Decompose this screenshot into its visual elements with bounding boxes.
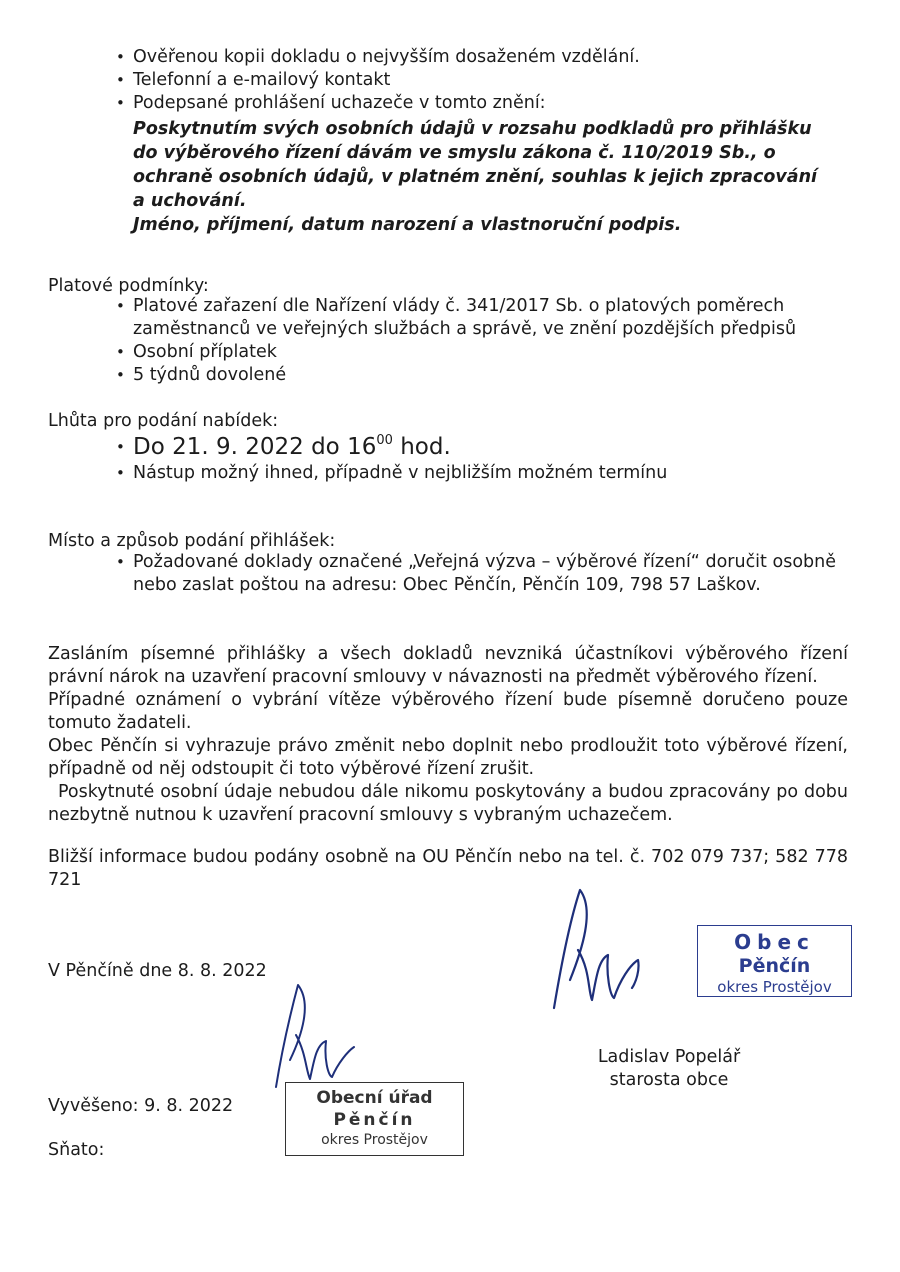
- municipality-stamp: [697, 925, 852, 997]
- stamp-line: Obecní úřad: [316, 1088, 433, 1108]
- declaration-line: Jméno, příjmení, datum narození a vlastnoruční podpis.: [133, 215, 682, 235]
- notice-paragraph: Zasláním písemné přihlášky a všech dokladů nevzniká účastníkovi výběrového řízení právní nárok na uzavření pracovní smlouvy v návaznosti na předmět výběrového řízení.: [48, 644, 848, 687]
- deadline-date: [116, 432, 856, 462]
- posted-date: Vyvěšeno: 9. 8. 2022: [48, 1096, 234, 1116]
- deadline-list: [116, 432, 856, 485]
- place-date: V Pěnčíně dne 8. 8. 2022: [48, 961, 267, 981]
- submission-list: [116, 551, 836, 597]
- declaration-line: a uchování.: [133, 191, 247, 211]
- office-stamp: [285, 1082, 464, 1156]
- declaration-line: Poskytnutím svých osobních údajů v rozsahu podkladů pro přihlášku: [133, 119, 812, 139]
- list-item: • Telefonní a e-mailový kontakt: [116, 69, 640, 92]
- deadline-date-suffix: hod.: [392, 434, 451, 460]
- list-item: • Platové zařazení dle Nařízení vlády č. 341/2017 Sb. o platových poměrech zaměstnanců ve veřejných službách a správě, ve znění pozdějších předpisů: [116, 295, 856, 341]
- office-signature: [262, 975, 372, 1095]
- list-item: • Požadované doklady označené „Veřejná výzva – výběrové řízení“ doručit osobně nebo zaslat poštou na adresu: Obec Pěnčín, Pěnčín 109, 798 57 Laškov.: [116, 551, 836, 597]
- list-item: • Podepsané prohlášení uchazeče v tomto znění:: [116, 92, 640, 115]
- deadline-heading: Lhůta pro podání nabídek:: [48, 411, 279, 431]
- contact-info: Bližší informace budou podány osobně na OU Pěnčín nebo na tel. č. 702 079 737; 582 778 721: [48, 847, 848, 890]
- salary-heading: Platové podmínky:: [48, 276, 209, 296]
- stamp-line: Pěnčín: [333, 1110, 416, 1130]
- mayor-signature: [540, 880, 680, 1020]
- list-item: • Ověřenou kopii dokladu o nejvyšším dosaženém vzdělání.: [116, 46, 640, 69]
- notice-paragraph: Poskytnuté osobní údaje nebudou dále nikomu poskytovány a budou zpracovány po dobu nezbytně nutnou k uzavření pracovní smlouvy s vybraným uchazečem.: [48, 782, 848, 825]
- salary-list: [116, 295, 856, 387]
- list-item: • Nástup možný ihned, případně v nejbližším možném termínu: [116, 462, 856, 485]
- stamp-line: Pěnčín: [738, 955, 811, 977]
- signer-block: [590, 1046, 748, 1092]
- notice-paragraph: Obec Pěnčín si vyhrazuje právo změnit nebo doplnit nebo prodloužit toto výběrové řízení, případně od něj odstoupit či toto výběrové řízení zrušit.: [48, 736, 848, 779]
- deadline-hour-sup: 00: [376, 433, 393, 448]
- submission-heading: Místo a způsob podání přihlášek:: [48, 531, 336, 551]
- declaration-line: ochraně osobních údajů, v platném znění, souhlas k jejich zpracování: [133, 167, 818, 187]
- signer-role: starosta obce: [609, 1070, 729, 1090]
- required-docs-list: [116, 46, 640, 115]
- list-item: • 5 týdnů dovolené: [116, 364, 856, 387]
- stamp-line: okres Prostějov: [321, 1132, 428, 1148]
- stamp-line: Obec: [734, 930, 815, 954]
- stamp-line: okres Prostějov: [717, 978, 832, 996]
- declaration-line: do výběrového řízení dávám ve smyslu zákona č. 110/2019 Sb., o: [133, 143, 776, 163]
- deadline-date-text: Do 21. 9. 2022 do 16: [133, 434, 377, 460]
- removed-date: Sňato:: [48, 1140, 105, 1160]
- list-item: • Osobní příplatek: [116, 341, 856, 364]
- notice-block: [48, 643, 848, 827]
- declaration-text: [133, 117, 853, 237]
- notice-paragraph: Případné oznámení o vybrání vítěze výběrového řízení bude písemně doručeno pouze tomuto žadateli.: [48, 690, 848, 733]
- signer-name: Ladislav Popelář: [597, 1047, 741, 1067]
